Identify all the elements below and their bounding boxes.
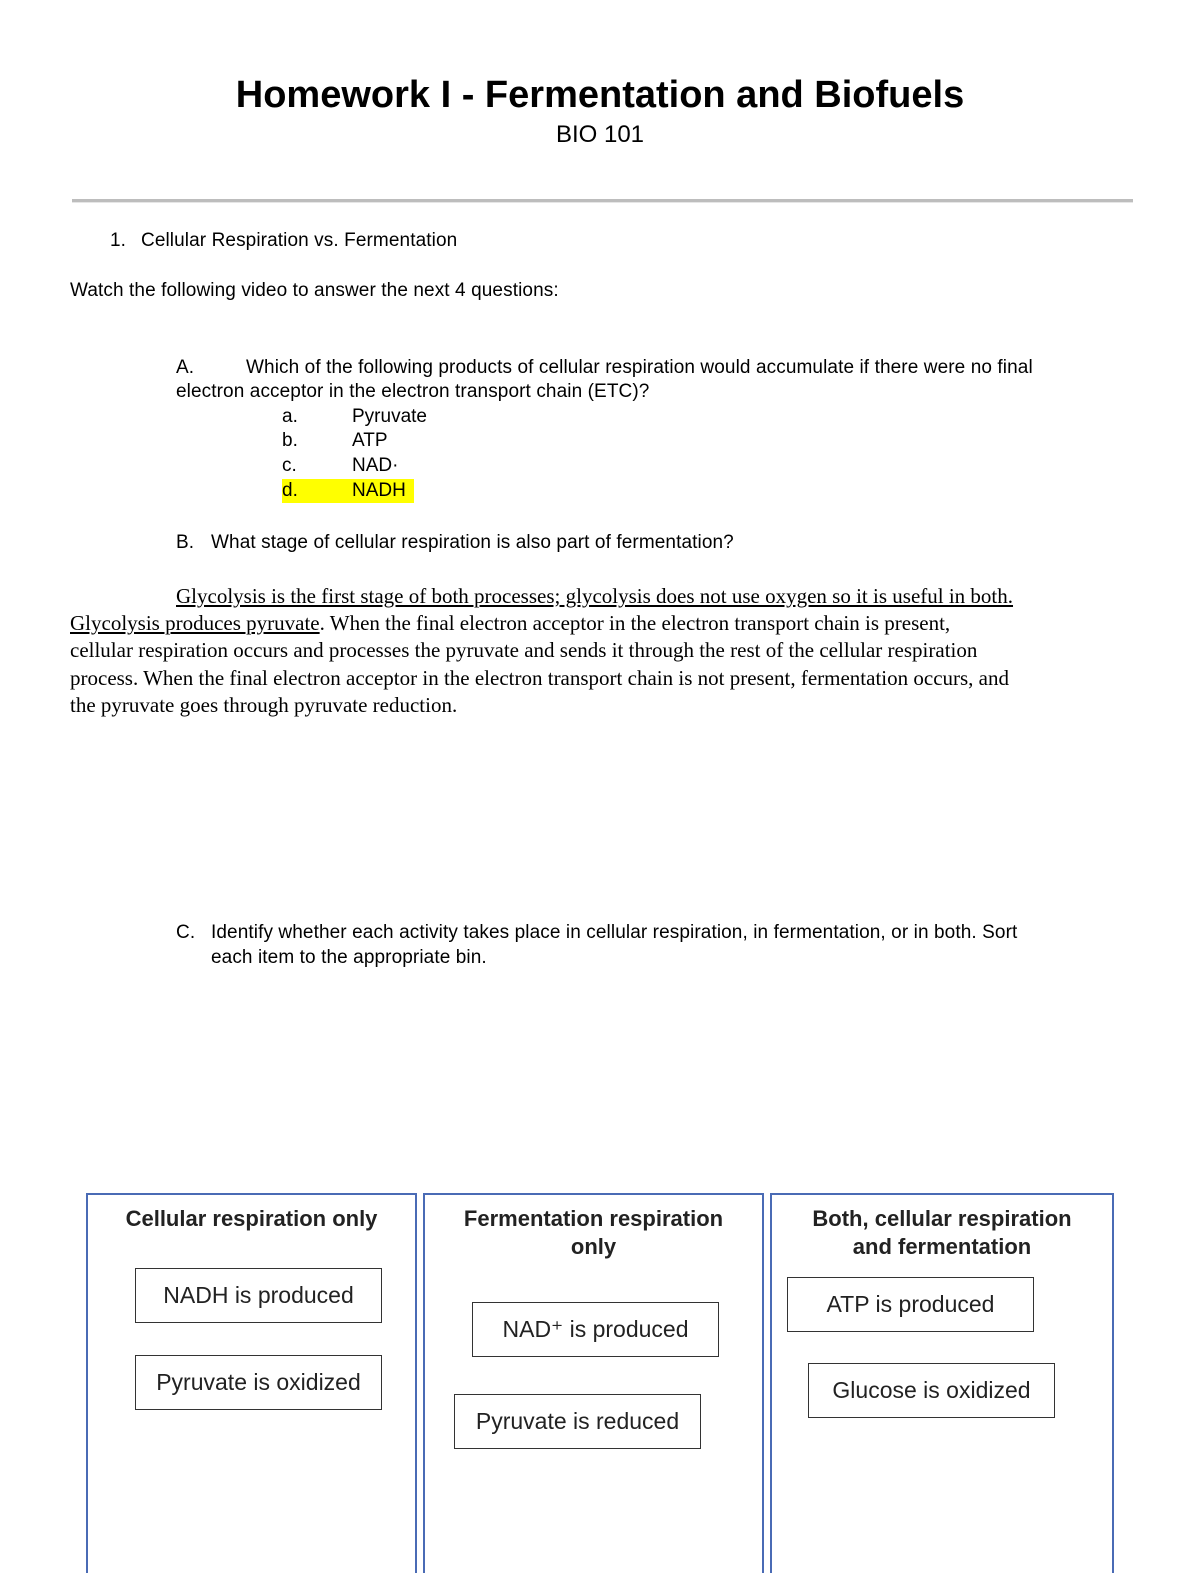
answer-line2-rest: . When the final electron acceptor in the electron transport chain is present, (319, 611, 951, 635)
card-atp-produced[interactable]: ATP is produced (787, 1277, 1034, 1332)
document-title: Homework I - Fermentation and Biofuels (235, 74, 965, 116)
card-nadh-produced[interactable]: NADH is produced (135, 1268, 382, 1323)
bin-title-line2: and fermentation (852, 1234, 1032, 1259)
bin-title-line2: only (570, 1234, 617, 1259)
option-b-letter: b. (282, 430, 298, 451)
question-c-text-line2: each item to the appropriate bin. (211, 947, 487, 968)
bin-title (425, 1205, 762, 1261)
answer-underlined-phrase: Glycolysis produces pyruvate (70, 611, 320, 635)
option-d-text: NADH (352, 480, 406, 501)
card-nad-plus-produced[interactable]: NAD⁺ is produced (472, 1302, 719, 1357)
answer-line2 (70, 610, 950, 638)
question-b-label: B. (176, 532, 195, 553)
card-glucose-oxidized[interactable]: Glucose is oxidized (808, 1363, 1055, 1418)
answer-line1: Glycolysis is the first stage of both processes; glycolysis does not use oxygen so it is useful in both. (176, 584, 1014, 608)
option-d-highlighted (282, 479, 414, 503)
bin-title (88, 1205, 415, 1233)
option-a-text: Pyruvate (352, 406, 427, 427)
option-d-letter: d. (282, 480, 298, 501)
option-c-letter: c. (282, 455, 297, 476)
question-c-label: C. (176, 922, 196, 943)
answer-line4: process. When the final electron acceptor in the electron transport chain is not present, fermentation occurs, and (70, 666, 1010, 690)
answer-line5: the pyruvate goes through pyruvate reduction. (70, 693, 458, 717)
card-pyruvate-reduced[interactable]: Pyruvate is reduced (454, 1394, 701, 1449)
video-instructions: Watch the following video to answer the next 4 questions: (70, 280, 559, 301)
bin-title (772, 1205, 1112, 1261)
question-a-text-line1: Which of the following products of cellular respiration would accumulate if there were no final (246, 357, 1033, 378)
section-number: 1. (110, 230, 127, 251)
option-a-letter: a. (282, 406, 298, 427)
question-a-text-line2: electron acceptor in the electron transport chain (ETC)? (176, 381, 650, 402)
question-c-text-line1: Identify whether each activity takes place in cellular respiration, in fermentation, or in both. Sort (211, 922, 1018, 943)
bin-both[interactable] (770, 1193, 1114, 1573)
bin-title-line1: Both, cellular respiration (812, 1206, 1072, 1231)
card-pyruvate-oxidized[interactable]: Pyruvate is oxidized (135, 1355, 382, 1410)
bin-title-line1: Fermentation respiration (463, 1206, 724, 1231)
option-c-text: NAD· (352, 455, 399, 476)
bin-fermentation-only[interactable] (423, 1193, 764, 1573)
section-heading: Cellular Respiration vs. Fermentation (141, 230, 458, 251)
bin-cellular-respiration-only[interactable] (86, 1193, 417, 1573)
question-b-text: What stage of cellular respiration is also part of fermentation? (211, 532, 734, 553)
course-code: BIO 101 (555, 121, 645, 148)
answer-line3: cellular respiration occurs and processes the pyruvate and sends it through the rest of the cellular respiration (70, 638, 978, 662)
bin-title-line1: Cellular respiration only (125, 1206, 378, 1231)
option-b-text: ATP (352, 430, 388, 451)
question-a-label: A. (176, 357, 195, 378)
horizontal-rule (72, 199, 1133, 203)
